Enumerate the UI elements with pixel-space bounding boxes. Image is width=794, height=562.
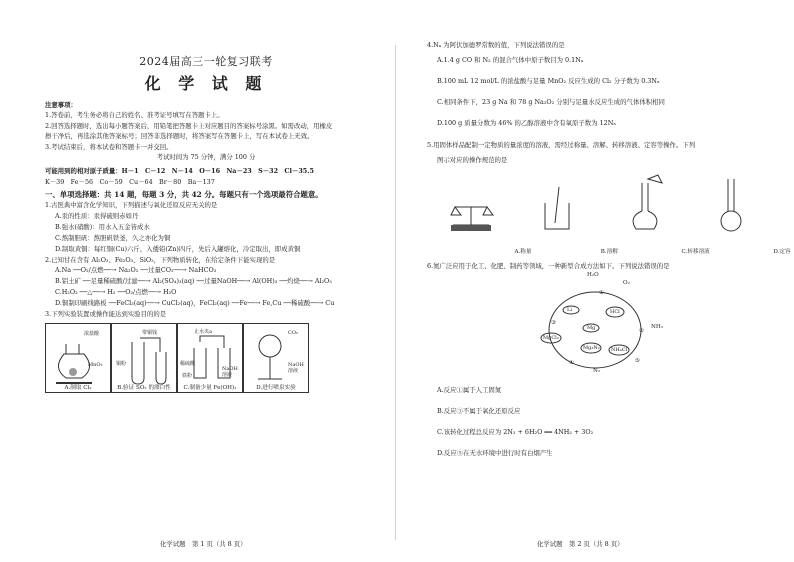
cycle-nh4cl: NH₄Cl — [611, 346, 628, 353]
exam-subject-title: 化 学 试 题 — [144, 74, 268, 93]
figure-b-caption: B.验证 SO₂ 的漂白性 — [117, 385, 171, 392]
label-iron-powder: 铁粉 — [182, 373, 193, 380]
question-4-option-d: D.100 g 质量分数为 46% 的乙醇溶液中含有氧原子数为 12Nₐ — [437, 119, 616, 128]
cycle-step-1: ① — [599, 289, 605, 296]
cycle-li: Li — [567, 306, 572, 313]
label-clamp-a: 止水夹a — [194, 329, 212, 336]
label-copper-powder: 铜粉 — [116, 361, 127, 368]
question-6-option-d: D.反应⑤在无水环境中进行时有白烟产生 — [437, 448, 553, 457]
cycle-mgcl2: MgCl₂ — [543, 334, 559, 341]
figure-dilution — [704, 173, 791, 256]
question-1-option-d: D.制取黄铜：每红铜(Cu)六斤，入倭铅(Zn)四斤，先后入罐熔化，冷定取出，即成黄铜 — [55, 244, 301, 253]
caption-a: A.称量 — [514, 249, 532, 256]
notice-line: 2.回答选择题时，选出每小题答案后，用铅笔把答题卡上对应题目的答案标号涂黑。如需改动，用橡皮 — [45, 121, 333, 130]
question-1-option-b: B.强水(硝酸)：用水入五金皆成水 — [55, 222, 150, 231]
cycle-mg: Mg — [587, 324, 596, 331]
cycle-mg3n2: Mg₃N₂ — [583, 344, 600, 351]
label-naoh-d: NaOH溶液 — [288, 362, 304, 375]
figure-c-feoh2-apparatus — [177, 323, 243, 393]
question-6: 6.氮广泛应用于化工、化肥、制药等领域，一种新型合成方法如下。下列说法错误的是 — [427, 262, 670, 271]
label-dilute-acid: 稀硫酸 — [180, 361, 196, 368]
label-naoh-c: NaOH溶液 — [222, 366, 238, 379]
atomic-mass-line-2: K－39 Fe－56 Co－59 Cu－64 Br－80 Ba－137 — [45, 177, 215, 186]
label-mno2: MnO₂ — [88, 362, 103, 369]
question-5-figures — [445, 173, 791, 256]
figure-c-caption: C.制备少量 Fe(OH)₂ — [183, 385, 237, 392]
page-2-footer: 化学试题 第 2 页（共 8 页） — [537, 540, 624, 548]
label-co2: CO₂ — [288, 330, 298, 337]
question-1-option-c: C.熬制胆矾：熬胆矾铁釜，久之亦化为铜 — [55, 233, 171, 242]
cycle-o2: O₂ — [623, 279, 630, 286]
question-2-option-a: A.Na ──O₂/点燃──→ Na₂O₂ ──过量CO₂──→ NaHCO₃ — [55, 266, 217, 275]
figure-dissolving — [531, 173, 618, 256]
cycle-step-5: ⑤ — [635, 357, 641, 364]
label-copper-wire: 带铜钱 — [142, 330, 158, 337]
nitrogen-cycle-diagram — [527, 272, 677, 376]
question-6-option-c: C.该转化过程总反应为 2N₂ + 6H₂O ══ 4NH₃ + 3O₂ — [437, 427, 594, 436]
question-2-option-c: C.H₂O₂ ──△──→ H₂ ──O₂/点燃──→ H₂O — [55, 288, 177, 297]
cycle-nh3: NH₃ — [651, 323, 664, 330]
question-4-option-c: C.相同条件下，23 g Na 和 78 g Na₂O₂ 分别与足量水反应生成的气体体积相同 — [437, 98, 665, 107]
question-4: 4.Nₐ 为阿伏加德罗常数的值，下列说法错误的是 — [427, 41, 565, 49]
question-1-option-a: A.汞的性质：汞得硫则赤如丹 — [55, 211, 139, 220]
question-6-option-b: B.反应③不属于氧化还原反应 — [437, 406, 521, 415]
question-2-option-d: D.铜制印刷线路板 ──FeCl₃(aq)──→ CuCl₂(aq)，FeCl₂(aq) ──Fe──→ Fe,Cu ──稀硫酸──→ Cu — [55, 299, 335, 308]
cycle-n2: N₂ — [593, 367, 601, 374]
question-2-option-b: B.铝土矿 ──足量稀硫酸/过滤──→ Al₂(SO₄)₃(aq) ──过量NaOH──→ Al(OH)₃ ──灼烧──→ Al₂O₃ — [55, 277, 332, 286]
figure-weighing — [445, 173, 532, 256]
exam-page-2 — [397, 0, 794, 562]
question-1: 1.古医典中富含化学知识，下列描述与氧化还原反应无关的是 — [45, 201, 218, 210]
notice-line: 擦干净后，再选涂其他答案标号；回答非选择题时，将答案写在答题卡上，写在本试卷上无效。 — [45, 132, 314, 141]
figure-b-so2-apparatus — [111, 323, 177, 393]
notice-line: 3.考试结束后，将本试卷和答题卡一并交回。 — [45, 142, 173, 151]
question-5-cont: 图示对应的操作规范的是 — [437, 155, 508, 164]
atomic-mass-line: 可能用到的相对原子质量：H－1 C－12 N－14 O－16 Na－23 S－32 Cl－35.5 — [45, 167, 314, 176]
question-3: 3.下列实验装置或操作能达到实验目的的是 — [45, 310, 167, 319]
section-heading: 一、单项选择题：共 14 题，每题 3 分，共 42 分。每题只有一个选项最符合题意。 — [45, 190, 323, 200]
cycle-hcl: HCl — [610, 308, 620, 315]
caption-c: C.转移溶液 — [681, 249, 710, 256]
figure-d-caption: D.进行喷泉实验 — [256, 385, 296, 392]
caption-b: B.溶解 — [600, 249, 618, 256]
question-3-figures — [45, 323, 367, 393]
notice-heading: 注意事项： — [45, 101, 77, 109]
figure-d-fountain-apparatus — [243, 323, 309, 393]
cycle-step-2: ② — [639, 327, 645, 334]
figure-a-caption: A.制取 Cl₂ — [64, 385, 92, 392]
exam-year-title: 2024届高三一轮复习联考 — [139, 55, 273, 68]
notice-line: 1.答卷前，考生务必将自己的姓名、准考证号填写在答题卡上。 — [45, 111, 224, 120]
page-1-footer: 化学试题 第 1 页（共 8 页） — [160, 540, 247, 548]
label-conc-hcl: 浓盐酸 — [84, 331, 100, 338]
figure-transfer — [618, 173, 710, 256]
figure-a-chlorine-apparatus — [45, 323, 111, 393]
cycle-h2o: H₂O — [587, 271, 599, 278]
cycle-step-3: ③ — [551, 319, 557, 326]
exam-time: 考试时间为 75 分钟，满分 100 分 — [156, 153, 256, 162]
question-2: 2.已知甘在含有 Al₂O₃、Fe₂O₃、SiO₂，下列物质转化，在给定条件下能实现的是 — [45, 255, 276, 264]
question-4-option-b: B.100 mL 12 mol/L 的浓盐酸与足量 MnO₂ 反应生成的 Cl₂ 分子数为 0.3Nₐ — [437, 77, 660, 86]
caption-d: D.定容 — [773, 249, 791, 256]
question-4-option-a: A.1.4 g CO 和 N₂ 的混合气体中原子数目为 0.1Nₐ — [437, 56, 584, 65]
question-5: 5.用固体样品配制一定物质的量浓度的溶液，需经过称量、溶解、转移溶液、定容等操作。下列 — [427, 141, 696, 150]
cycle-step-4: ④ — [569, 359, 575, 366]
question-6-option-a: A.反应①属于人工固氮 — [437, 385, 502, 394]
